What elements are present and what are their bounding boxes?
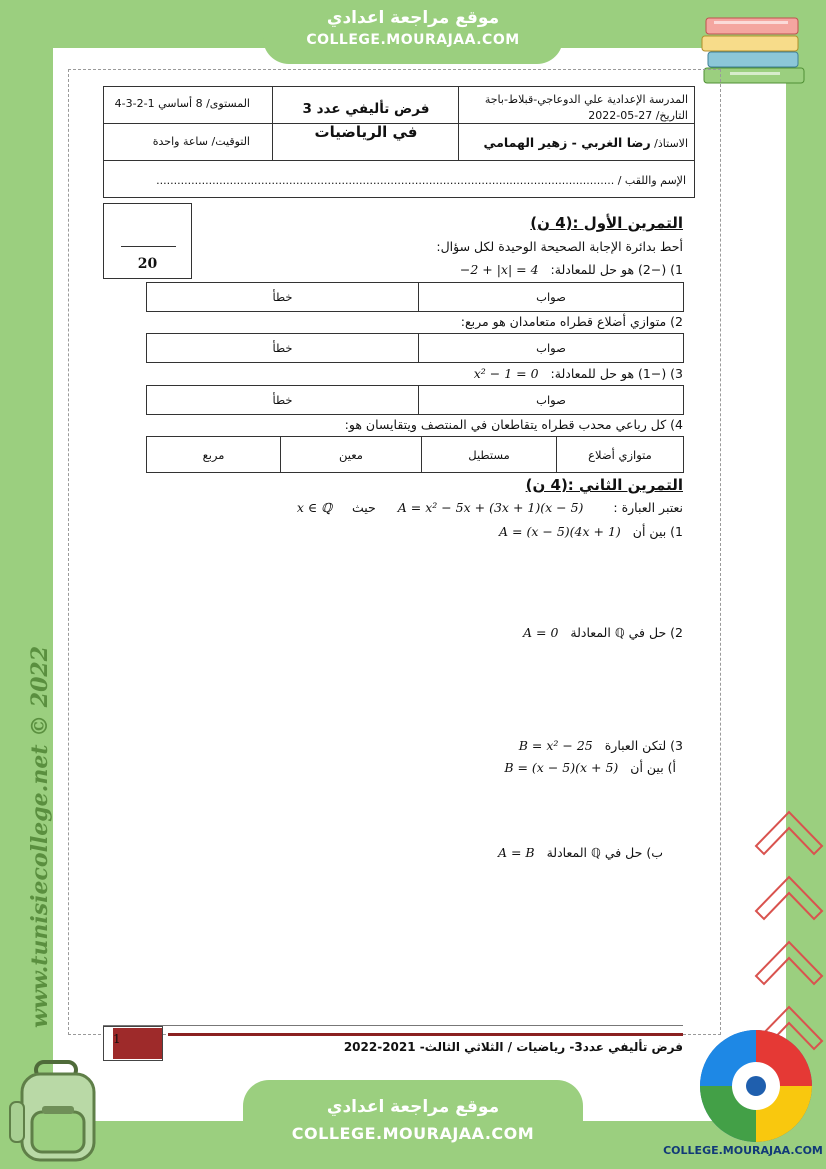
ex2-part3-math: B = x² − 25: [518, 738, 593, 753]
q3-false[interactable]: خطأ: [147, 386, 419, 415]
test-subject: في الرياضيات: [314, 123, 418, 141]
ex2-intro: [297, 500, 683, 515]
ex2-part3b-text: ب) حل في ℚ المعادلة: [546, 845, 663, 860]
backpack-icon: [8, 1058, 112, 1166]
ex2-part1-math: A = (x − 5)(4x + 1): [499, 524, 621, 539]
footer-bar: [168, 1033, 683, 1036]
q2-true[interactable]: صواب: [419, 334, 684, 363]
ex2-where: حيث: [351, 500, 376, 515]
q4-options: [146, 436, 684, 473]
level: المستوى/ 8 أساسي 1-2-3-4: [114, 97, 250, 110]
student-name-line[interactable]: الإسم واللقب / ...................................................................................................................................: [156, 174, 686, 187]
exercise1-instruction: أحط بدائرة الإجابة الصحيحة الوحيدة لكل سؤال:: [436, 239, 683, 254]
q4-option-rhombus[interactable]: معين: [281, 437, 422, 473]
footer-rule: [103, 1025, 683, 1026]
q1-text: 1) (−2) هو حل للمعادلة:: [550, 262, 683, 277]
ex2-part3: [519, 738, 683, 753]
q1-options: [146, 282, 684, 312]
page-number-box: [103, 1026, 163, 1061]
score-box: [103, 203, 192, 279]
teacher-names: رضا الغربي - زهير الهمامي: [483, 135, 651, 150]
exam-header: [103, 86, 695, 198]
bottom-brand-url[interactable]: COLLEGE.MOURAJAA.COM: [291, 1124, 535, 1143]
q3-row: [474, 366, 683, 381]
top-brand-arabic: موقع مراجعة اعدادي: [326, 8, 500, 28]
ex2-domain: x ∈ ℚ: [296, 500, 332, 515]
q1-true[interactable]: صواب: [419, 283, 684, 312]
q2-text: 2) متوازي أضلاع قطراه متعامدان هو مربع:: [460, 314, 683, 329]
q2-false[interactable]: خطأ: [147, 334, 419, 363]
ex2-part3b-math: A = B: [497, 845, 535, 860]
q1-equation: −2 + |x| = 4: [459, 262, 539, 277]
site-watermark: www.tunisiecollege.net © 2022: [27, 645, 53, 1028]
ex2-part3a: [504, 760, 676, 775]
ex2-part3a-text: أ) بين أن: [630, 760, 676, 775]
top-brand-url[interactable]: COLLEGE.MOURAJAA.COM: [306, 32, 520, 48]
ex2-part3a-math: B = (x − 5)(x + 5): [504, 760, 619, 775]
ex2-part1-text: 1) بين أن: [632, 524, 683, 539]
q3-true[interactable]: صواب: [419, 386, 684, 415]
ex2-expression-a: A = x² − 5x + (3x + 1)(x − 5): [397, 500, 584, 515]
score-total: 20: [137, 256, 158, 272]
ex2-part3-text: 3) لتكن العبارة: [604, 738, 683, 753]
q3-equation: x² − 1 = 0: [473, 366, 539, 381]
teacher-label: الاستاذ/: [654, 137, 688, 150]
ex2-part3b: [498, 845, 663, 860]
ex2-part1: [499, 524, 683, 539]
logo-caption[interactable]: COLLEGE.MOURAJAA.COM: [663, 1144, 823, 1157]
q1-row: [460, 262, 683, 277]
footer-text: فرض تأليفي عدد3- رياضيات / الثلاثي الثالث- 2021-2022: [343, 1040, 683, 1054]
q4-text: 4) كل رباعي محدب قطراه يتقاطعان في المنتصف ويتقايسان هو:: [344, 417, 683, 432]
site-logo-icon[interactable]: [696, 1026, 816, 1146]
ex2-part2-text: 2) حل في ℚ المعادلة: [570, 625, 683, 640]
exercise1-title: التمرين الأول :(4 ن): [530, 214, 683, 232]
q4-option-parallelogram[interactable]: متوازي أضلاع: [557, 437, 684, 473]
exercise2-title: التمرين الثاني :(4 ن): [525, 476, 683, 494]
exam-date: التاريخ/ 27-05-2022: [588, 109, 688, 122]
test-title: فرض تأليفي عدد 3: [302, 101, 430, 117]
q3-options: [146, 385, 684, 415]
q2-options: [146, 333, 684, 363]
timing: التوقيت/ ساعة واحدة: [152, 135, 250, 148]
ex2-part2-math: A = 0: [523, 625, 559, 640]
teacher-row: [484, 135, 688, 150]
q4-option-square[interactable]: مربع: [147, 437, 281, 473]
q1-false[interactable]: خطأ: [147, 283, 419, 312]
bottom-brand-arabic: موقع مراجعة اعدادي: [326, 1097, 500, 1117]
school-name: المدرسة الإعدادية علي الدوعاجي-قبلاط-باجة: [484, 93, 688, 106]
ex2-part2: [523, 625, 683, 640]
q4-option-rectangle[interactable]: مستطيل: [422, 437, 557, 473]
page-number: 1: [113, 1032, 121, 1046]
q3-text: 3) (−1) هو حل للمعادلة:: [550, 366, 683, 381]
ex2-intro-text: نعتبر العبارة :: [613, 500, 683, 515]
